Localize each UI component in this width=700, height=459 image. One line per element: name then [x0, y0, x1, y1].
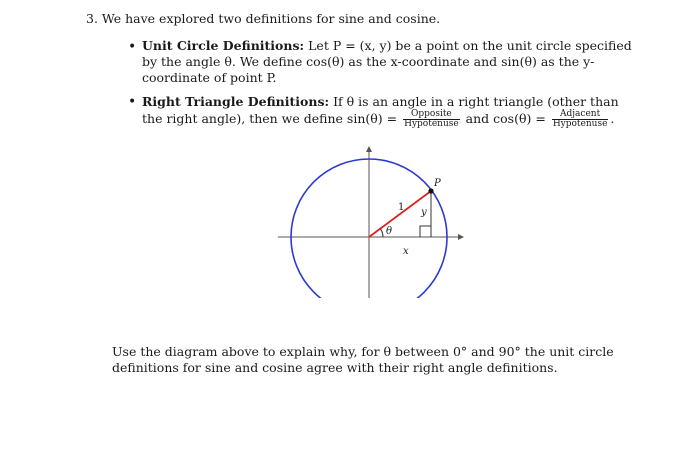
bullet-dot-icon: • [128, 39, 137, 55]
right-triangle-end: . [610, 111, 615, 126]
question-text: Use the diagram above to explain why, for θ between 0° and 90° the unit circle definitions for sine and cosine agree with their right angle definitions. [112, 344, 614, 375]
right-angle-marker [420, 226, 431, 237]
right-triangle-definition [142, 94, 632, 129]
x-axis-arrow-icon [458, 234, 464, 240]
problem-intro: We have explored two definitions for sine and cosine. [101, 11, 441, 26]
sine-fraction [403, 110, 460, 129]
cosine-numerator: Adjacent [552, 110, 609, 120]
right-triangle-term: Right Triangle Definitions: [142, 94, 330, 109]
label-x: x [403, 246, 409, 257]
unit-circle-diagram [270, 138, 470, 298]
y-axis-arrow-icon [366, 146, 372, 152]
unit-circle-definition [142, 38, 632, 86]
label-one: 1 [398, 202, 405, 213]
right-triangle-text: If θ is an angle in a right triangle (other than the right angle), then we define sin(θ) = [142, 94, 619, 126]
sine-denominator: Hypotenuse [404, 119, 459, 129]
problem-statement [86, 11, 440, 26]
problem-number: 3. [86, 11, 98, 26]
unit-circle-text: Let P = (x, y) be a point on the unit circle specified by the angle θ. We define cos(θ) as the x-coordinate and sin(θ) as the y-coordinate of point P. [142, 38, 632, 85]
angle-arc [380, 229, 383, 237]
sine-numerator: Opposite [403, 110, 460, 120]
right-triangle-middle: and cos(θ) = [465, 111, 546, 126]
point-p [428, 188, 433, 193]
cosine-denominator: Hypotenuse [552, 119, 608, 129]
label-p: P [434, 178, 441, 189]
bullet-dot-icon: • [128, 94, 137, 110]
cosine-fraction [552, 110, 609, 129]
unit-circle-term: Unit Circle Definitions: [142, 38, 305, 53]
label-y: y [421, 207, 427, 218]
label-theta: θ [386, 226, 393, 237]
